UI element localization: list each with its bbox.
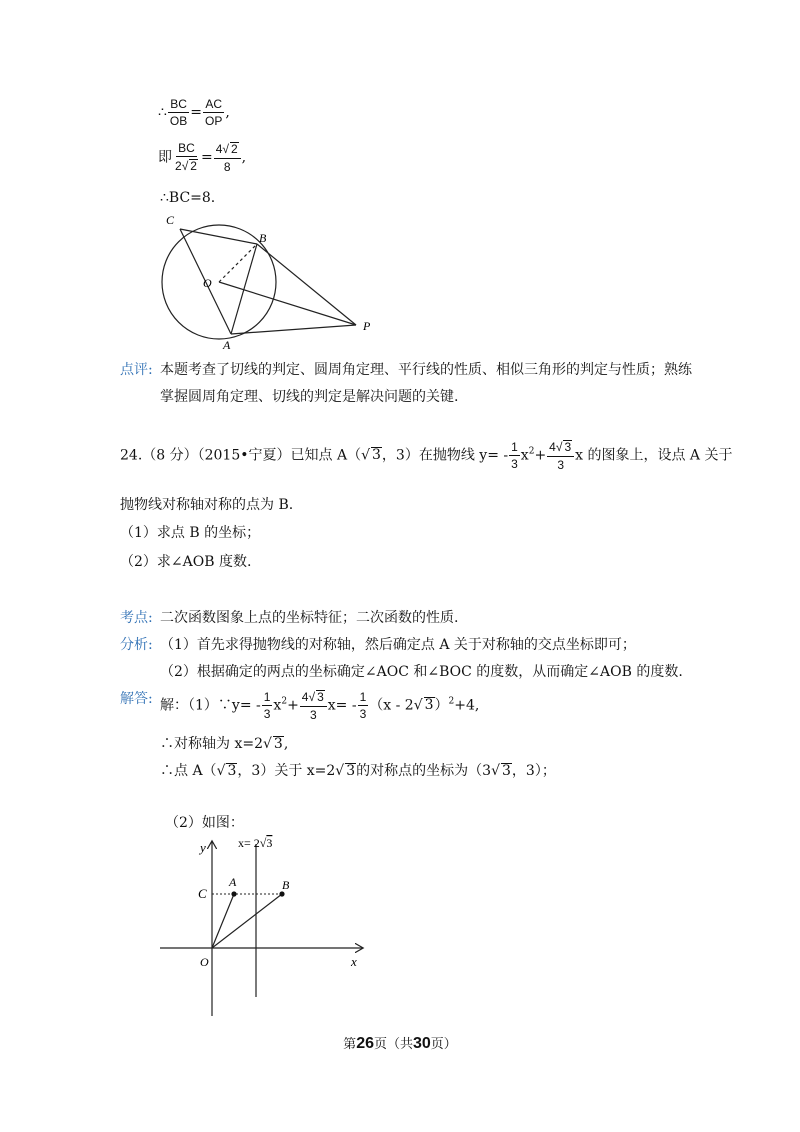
solution-line-4: （2）如图： (165, 815, 244, 831)
label-o2: O (200, 955, 209, 969)
label-b2: B (282, 878, 290, 892)
fenxi-line-2: （2）根据确定的两点的坐标确定∠AOC 和∠BOC 的度数，从而确定∠AOB 的度数. (160, 664, 683, 680)
point-a (231, 891, 236, 896)
comment-line-1: 本题考查了切线的判定、圆周角定理、平行线的性质、相似三角形的判定与性质；熟练 (160, 362, 692, 378)
question-1: （1）求点 B 的坐标； (120, 525, 261, 541)
therefore-symbol: ∴ (158, 104, 167, 121)
point-b (279, 891, 284, 896)
problem-line-1: 24.（8 分）（2015•宁夏）已知点 A（√ 3，3）在抛物线 y= - $\frac{1}{3}$ $x^2+$ $\frac{4√ 3}{3}$ x 的图象上，设点 A 关于 (120, 439, 733, 472)
label-p: P (363, 319, 371, 333)
label-a2: A (229, 875, 237, 889)
fenxi-label: 分析: (120, 637, 153, 653)
page-number: 26 (356, 1035, 374, 1052)
comment-label: 点评: (120, 362, 153, 378)
coordinate-figure (150, 832, 380, 1022)
segment-bp (257, 244, 356, 325)
solution-line-1: 解：（1）∵y= - $\frac{1}{3}$ $x^2+$ $\frac{4√ 3}{3}$ x= - $\frac{1}{3}$ （x - 2√ 3）$^2$+4, (160, 689, 480, 722)
axis-label-y: y (200, 840, 206, 855)
comment-line-2: 掌握圆周角定理、切线的判定是解决问题的关键. (160, 389, 459, 405)
label-a: A (223, 338, 231, 352)
equation-ratio: ∴ $\frac{BC}{OB}$ = $\frac{AC}{OP}$ , (158, 97, 230, 128)
result-bc: ∴BC=8. (160, 190, 216, 206)
page-total: 30 (413, 1035, 431, 1052)
fenxi-line-1: （1）首先求得抛物线的对称轴，然后确定点 A 关于对称轴的交点坐标即可； (160, 637, 636, 653)
fraction-ac-op: $\frac{AC}{OP}$ (205, 97, 223, 128)
label-b: B (259, 231, 267, 245)
fraction-4root3-3: $\frac{4√ 3}{3}$ (547, 440, 574, 471)
label-c2: C (198, 886, 207, 901)
fraction-one-third: $\frac{1}{3}$ (511, 439, 518, 471)
fraction-bc-2root2: $\frac{BC}{2√ 2}$ (175, 141, 197, 173)
circle-tangent-figure (150, 212, 410, 352)
symmetry-line-label: x= 2√3 (238, 836, 273, 850)
solution-line-3: ∴点 A（√ 3，3）关于 x=2√ 3的对称点的坐标为（3√ 3，3）； (160, 763, 556, 779)
equation-substituted: 即 $\frac{BC}{2√ 2}$ = $\frac{4√ 2}{8}$ , (158, 141, 247, 174)
question-2: （2）求∠AOB 度数. (120, 554, 252, 570)
fraction-4root2-8: $\frac{4√ 2}{8}$ (214, 142, 241, 173)
kaodian-label: 考点: (120, 610, 153, 626)
segment-ab (231, 244, 257, 334)
fraction-bc-ob: $\frac{BC}{OB}$ (169, 97, 188, 128)
page-footer: 第26页（共30页） (343, 1035, 457, 1052)
axis-label-x: x (351, 954, 357, 969)
solution-line-2: ∴对称轴为 x=2√ 3, (160, 736, 289, 752)
kaodian-text: 二次函数图象上点的坐标特征；二次函数的性质. (160, 610, 459, 626)
label-o: O (203, 276, 212, 290)
solution-label: 解答: (120, 691, 153, 707)
label-c: C (166, 213, 175, 227)
problem-line-2: 抛物线对称轴对称的点为 B. (120, 497, 294, 513)
